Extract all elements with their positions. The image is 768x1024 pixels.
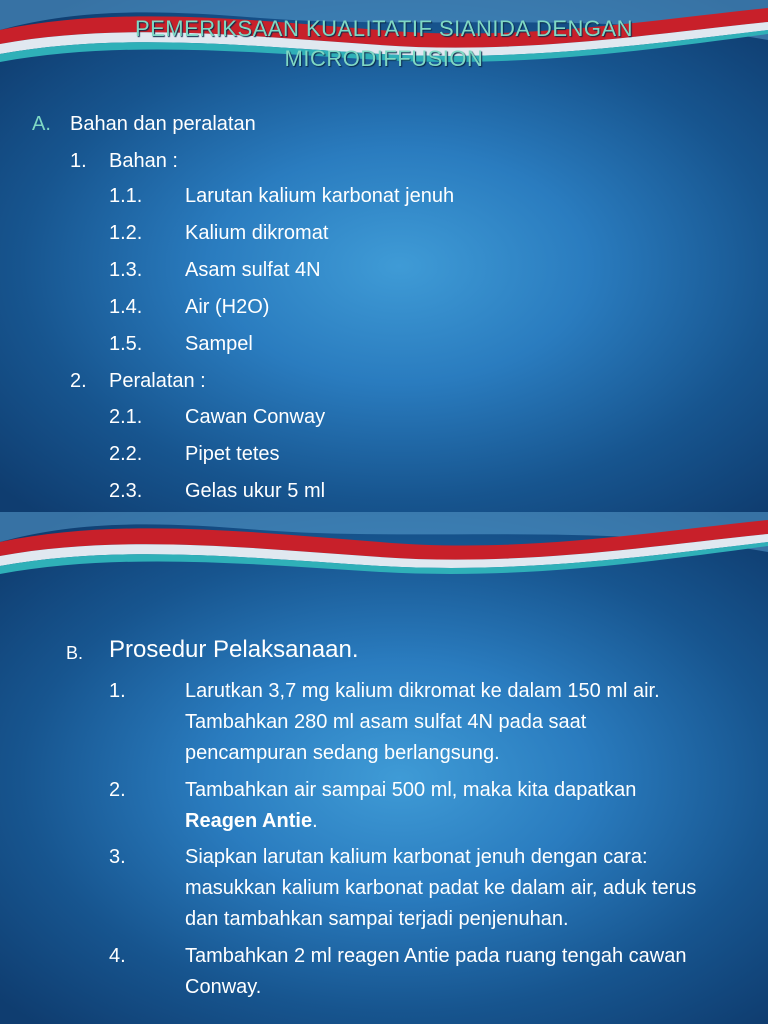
item-number: 1.1. [109, 185, 143, 207]
item-text: Larutan kalium karbonat jenuh [185, 185, 455, 207]
item-number: 2.1. [109, 406, 143, 428]
group-number: 2. [70, 370, 87, 392]
step-number: 2. [109, 779, 126, 801]
step-line: Siapkan larutan kalium karbonat jenuh dengan cara: [185, 846, 648, 868]
item-text: Gelas ukur 5 ml [185, 480, 326, 502]
item-number: 2.2. [109, 443, 143, 465]
step-line: Tambahkan 2 ml reagen Antie pada ruang tengah cawan [185, 945, 687, 967]
step-number: 3. [109, 846, 126, 868]
item-number: 1.4. [109, 296, 143, 318]
step-number: 1. [109, 680, 126, 702]
item-text: Sampel [185, 333, 253, 355]
item-number: 1.2. [109, 222, 143, 244]
item-text: Cawan Conway [185, 406, 326, 428]
step-punctuation: . [312, 810, 318, 832]
item-number: 1.3. [109, 259, 143, 281]
step-line: pencampuran sedang berlangsung. [185, 742, 500, 764]
title-line-2: MICRODIFFUSION [284, 46, 484, 71]
item-number: 1.5. [109, 333, 143, 355]
item-text: Air (H2O) [185, 296, 270, 318]
section-letter-b: B. [66, 643, 84, 663]
section-title-b: Prosedur Pelaksanaan. [109, 636, 359, 663]
step-line: Tambahkan air sampai 500 ml, maka kita dapatkan [185, 779, 637, 801]
item-text: Asam sulfat 4N [185, 259, 321, 281]
step-number: 4. [109, 945, 126, 967]
slide-2 [0, 512, 768, 1024]
step-line: Tambahkan 280 ml asam sulfat 4N pada saat [185, 711, 587, 733]
item-text: Kalium dikromat [185, 222, 329, 244]
item-text: Pipet tetes [185, 443, 280, 465]
group-number: 1. [70, 150, 87, 172]
reagent-name: Reagen Antie [185, 810, 313, 832]
title-line-1: PEMERIKSAAN KUALITATIF SIANIDA DENGAN [134, 16, 634, 41]
step-line: dan tambahkan sampai terjadi penjenuhan. [185, 908, 569, 930]
step-line-with-bold [185, 809, 318, 833]
section-title-a: Bahan dan peralatan [70, 113, 256, 135]
step-line: Larutkan 3,7 mg kalium dikromat ke dalam 150 ml air. [185, 680, 660, 702]
group-label: Bahan : [109, 150, 178, 172]
section-letter-a: A. [32, 113, 51, 135]
step-line: Conway. [185, 976, 262, 998]
slide-title [0, 14, 768, 74]
group-label: Peralatan : [109, 370, 206, 392]
item-number: 2.3. [109, 480, 143, 502]
step-line: masukkan kalium karbonat padat ke dalam air, aduk terus [185, 877, 697, 899]
header-swoosh-decoration [0, 512, 768, 592]
